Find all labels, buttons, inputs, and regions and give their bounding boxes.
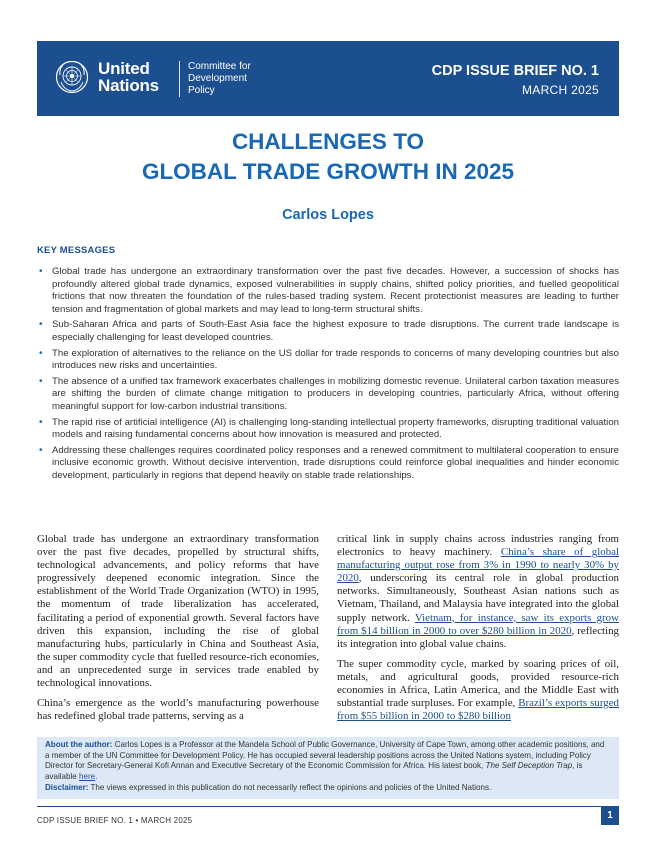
key-message-text: Sub-Saharan Africa and parts of South-East Asia face the highest exposure to trade disruptions. The current trade landscape is especially challenging for least developed countries.: [52, 319, 619, 343]
brief-date: MARCH 2025: [521, 83, 599, 97]
disclaimer-label: Disclaimer:: [45, 783, 89, 793]
body-text: critical link in supply chains across industries ranging from electronics to heavy machinery.: [337, 533, 619, 559]
about-box: [37, 737, 619, 799]
key-message-text: The absence of a unified tax framework exacerbates challenges in mobilizing domestic revenue. Unilateral carbon taxation measures are shifting the burden of climate change mitigation to producers in developing countries, particularly Africa, without offering meaningful support for low-carbon industrial transitions.: [52, 375, 619, 412]
brazil-exports-link[interactable]: Brazil’s exports surged from $55 billion in 2000 to $280 billion: [337, 697, 619, 723]
page-title: [37, 127, 619, 187]
brief-number: CDP ISSUE BRIEF NO. 1: [431, 63, 599, 79]
un-wordmark: [98, 60, 159, 94]
key-message-text: Global trade has undergone an extraordinary transformation over the past five decades. However, a succession of shocks has profoundly altered global trade dynamics, exposed vulnerabilities in supply chains, shifted policy priorities, and fuelled geopolitical frictions that now threaten the foundation of the rules-based trading system. Recent protectionist measures are leading to further tension and fragmentation of global markets and may lead to long-term structural shifts.: [52, 266, 619, 315]
body-paragraph: China’s emergence as the world’s manufacturing powerhouse has redefined global trade patterns, serving as a: [37, 697, 319, 723]
key-messages-list: [37, 266, 619, 486]
org-line-1: United: [98, 59, 150, 78]
body-column-left: [37, 533, 319, 730]
title-line-2: GLOBAL TRADE GROWTH IN 2025: [141, 159, 515, 184]
un-emblem-icon: [55, 60, 89, 94]
body-paragraph: [337, 533, 619, 651]
key-message-item: [37, 348, 619, 373]
bullet-icon: •: [39, 266, 43, 277]
key-message-item: [37, 376, 619, 414]
bullet-icon: •: [39, 444, 43, 456]
bullet-icon: •: [39, 375, 43, 387]
key-message-item: [37, 266, 619, 316]
key-message-text: Addressing these challenges requires coordinated policy responses and a renewed commitment to multilateral cooperation to ensure inclusive economic growth. Without decisive intervention, trade disruptions could reinforce global inequalities and hinder economic development, particularly in regions that depend heavily on stable trade relationships.: [52, 444, 619, 481]
org-line-2: Nations: [98, 76, 159, 95]
title-line-1: CHALLENGES TO: [231, 129, 425, 154]
page-number: 1: [601, 807, 619, 825]
key-message-text: The rapid rise of artificial intelligence (AI) is challenging long-standing intellectual property frameworks, disrupting traditional valuation models and raising fundamental concerns about how innovation is measured and protected.: [52, 416, 619, 441]
disclaimer-text: The views expressed in this publication do not necessarily reflect the opinions and policies of the United Nations.: [90, 783, 492, 793]
committee-line-1: Committee for: [188, 61, 251, 72]
key-message-item: [37, 417, 619, 442]
disclaimer: [45, 783, 611, 794]
header-banner: [37, 41, 619, 116]
body-text: , reflecting its integration into global value chains.: [337, 624, 619, 650]
body-paragraph: Global trade has undergone an extraordinary transformation over the past five decades, propelled by structural shifts, technological advancements, and policy reforms that have progressively deepened economic integration. Since the establishment of the World Trade Organization (WTO) in 1995, the momentum of trade liberalization has accelerated, facilitating a period of exponential growth. Several factors have driven this expansion, including the rise of global manufacturing hubs, particularly in China and Southeast Asia, the super commodity cycle that fuelled resource-rich economies, and an unprecedented surge in services trade enabled by technological innovations.: [37, 533, 319, 690]
key-message-item: [37, 319, 619, 344]
bullet-icon: •: [39, 319, 43, 331]
book-here-link[interactable]: here: [79, 771, 96, 781]
body-column-right: [337, 533, 619, 730]
committee-line-2: Development: [188, 73, 247, 84]
about-author: About the author: Carlos Lopes is a Professor at the Mandela School of Public Governance, University of Cape Town, among other academic positions, and a member of the UN Committee for Development Policy. He has occupied several leadership positions across the United Nations system, including Policy Director for Secretary-General Kofi Annan and Executive Secretary of the Economic Commission for Africa. His latest book, The Self Deception Trap, is available here.: [45, 740, 605, 781]
body-text: , underscoring its central role in global production networks. Simultaneously, Southeast Asian nations such as Vietnam, Thailand, and Malaysia have integrated into the global supply network.: [337, 572, 619, 624]
body-text: The super commodity cycle, marked by soaring prices of oil, metals, and agricultural goods, provided resource-rich economies in Africa, Latin America, and the Middle East with substantial trade surpluses. For example,: [337, 657, 619, 710]
banner-divider: [179, 61, 180, 97]
about-author-label: About the author:: [45, 740, 113, 749]
author-name: Carlos Lopes: [282, 207, 374, 223]
about-author-text: Carlos Lopes is a Professor at the Mandela School of Public Governance, University of Cape Town, among other academic positions, and a member of the UN Committee for Development Policy. He has occupied several leadership positions across the United Nations system, including Policy Director for Secretary-General Kofi Annan and Executive Secretary of the Economic Commission for Africa. His latest book,: [45, 740, 605, 771]
footer-text: CDP ISSUE BRIEF NO. 1 • MARCH 2025: [37, 816, 193, 825]
committee-name: [188, 61, 251, 97]
key-message-item: [37, 445, 619, 483]
bullet-icon: •: [39, 416, 43, 428]
vietnam-exports-link[interactable]: Vietnam, for instance, saw its exports grow from $14 billion in 2000 to over $280 billion in 2020: [337, 611, 619, 637]
bullet-icon: •: [39, 347, 43, 359]
china-share-link[interactable]: China’s share of global manufacturing output rose from 3% in 1990 to nearly 30% by 2020: [337, 546, 619, 585]
committee-line-3: Policy: [188, 85, 215, 96]
key-messages-heading: KEY MESSAGES: [37, 245, 116, 256]
footer-rule: [37, 806, 619, 807]
key-message-text: The exploration of alternatives to the reliance on the US dollar for trade responds to concerns of many developing countries but also introduces new risks and uncertainties.: [52, 347, 619, 372]
body-paragraph: [337, 658, 619, 723]
about-author-text-2: , is available: [45, 761, 583, 781]
book-title: The Self Deception Trap: [485, 761, 573, 771]
